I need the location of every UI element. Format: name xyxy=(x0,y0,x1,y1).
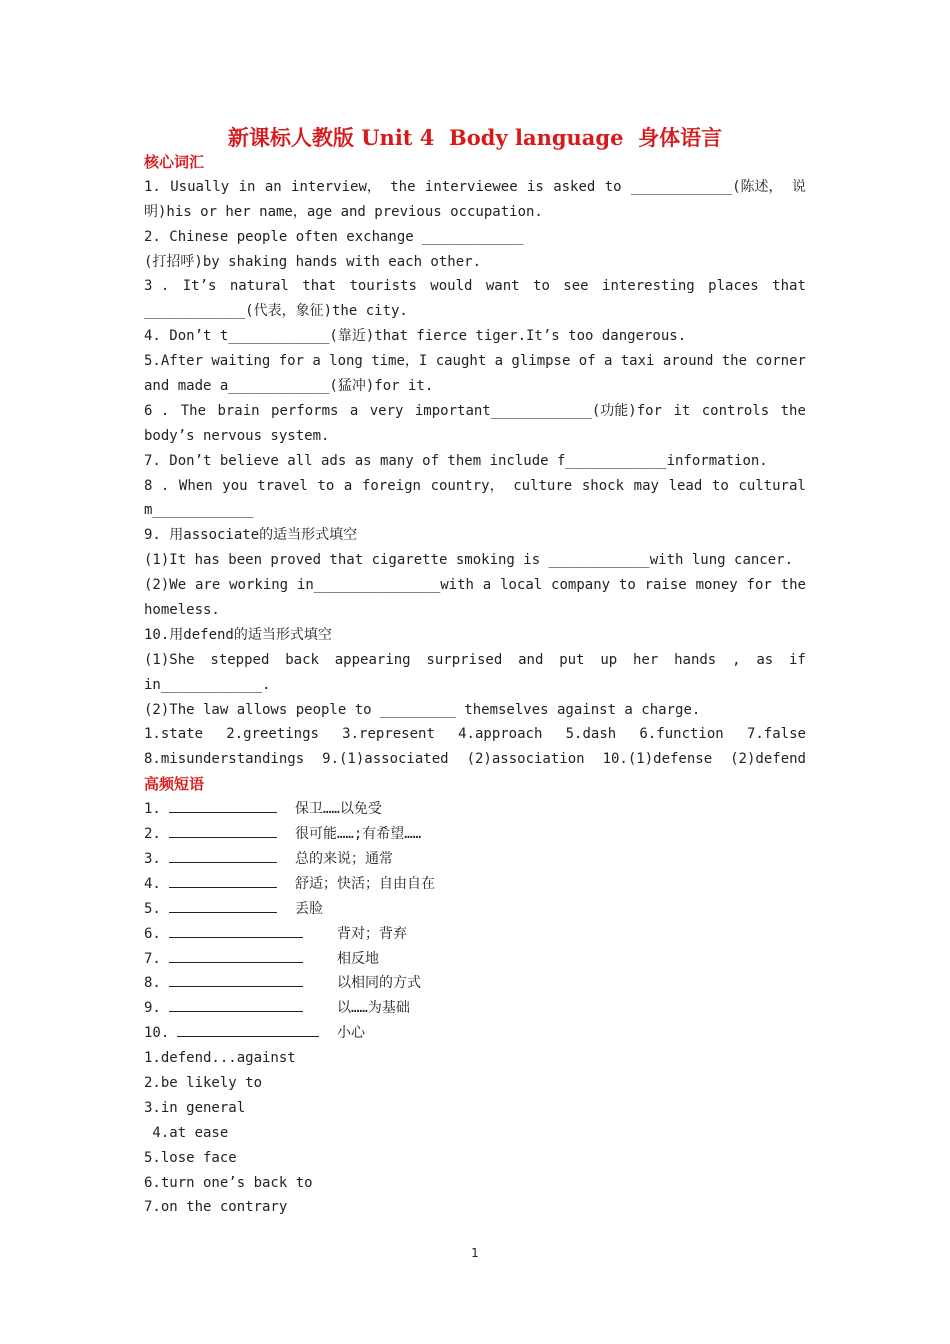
text-line: (2)The law allows people to _________ themselves against a charge. xyxy=(144,701,701,718)
word: places xyxy=(708,278,759,295)
word: the xyxy=(780,402,806,419)
phrase-number: 9. xyxy=(144,1000,161,1017)
phrase-meaning: 以……为基础 xyxy=(337,1000,410,1017)
answer-line: 1.defend...against xyxy=(144,1050,296,1067)
phrase-number: 10. xyxy=(144,1025,170,1042)
phrase-item xyxy=(144,797,806,822)
word: are xyxy=(194,577,221,594)
word: around xyxy=(662,353,714,370)
word: caught xyxy=(435,353,487,370)
word: a xyxy=(482,577,492,594)
word: a xyxy=(494,353,504,370)
section-heading-phrases: 高频短语 xyxy=(144,775,205,794)
word: taxi xyxy=(620,353,655,370)
document-body xyxy=(144,150,806,1220)
text-line xyxy=(144,474,806,499)
word: back xyxy=(285,651,319,668)
word: tourists xyxy=(349,278,417,295)
answer-line: 6.turn one’s back to xyxy=(144,1174,313,1191)
word: a xyxy=(312,353,321,370)
word: hands xyxy=(674,651,717,668)
text-line: 9. 用associate的适当形式填空 xyxy=(144,527,358,544)
word: travel xyxy=(257,477,308,494)
word: in_______________with xyxy=(296,577,474,594)
word: brain xyxy=(217,402,260,419)
word: and xyxy=(518,651,544,668)
phrase-number: 1. xyxy=(144,801,161,818)
word: 3 . xyxy=(144,278,170,295)
text-line xyxy=(144,274,806,299)
phrase-number: 8. xyxy=(144,975,161,992)
phrase-exercise xyxy=(144,797,806,1046)
word: 5.dash xyxy=(565,726,617,743)
phrase-answers xyxy=(144,1046,806,1220)
word: (2)defend xyxy=(730,751,806,768)
word: the xyxy=(780,577,806,594)
word: When xyxy=(178,477,213,494)
phrase-meaning: 小心 xyxy=(337,1025,365,1042)
word: stepped xyxy=(210,651,270,668)
word: would xyxy=(430,278,473,295)
word: for xyxy=(746,577,772,594)
word: see xyxy=(563,278,589,295)
word: 10.(1)defense xyxy=(602,751,713,768)
phrase-number: 5. xyxy=(144,900,161,917)
word: time，I xyxy=(371,353,428,370)
word: a xyxy=(603,353,613,370)
answer-blank[interactable] xyxy=(169,947,303,963)
word: raise xyxy=(644,577,687,594)
answer-line: 5.lose face xyxy=(144,1149,237,1166)
word: culture xyxy=(513,477,573,494)
word: country， xyxy=(430,477,504,494)
text-line: m____________ xyxy=(144,502,254,519)
word: an xyxy=(264,178,282,195)
word: up xyxy=(600,651,618,668)
word: want xyxy=(485,278,520,295)
word: surprised xyxy=(426,651,503,668)
word: local xyxy=(500,577,543,594)
answer-blank[interactable] xyxy=(169,996,303,1012)
word: to xyxy=(533,278,550,295)
text-line: 10.用defend的适当形式填空 xyxy=(144,626,332,643)
word: you xyxy=(222,477,248,494)
text-line: (1)It has been proved that cigarette smoking is ____________with lung cancer. xyxy=(144,552,794,569)
phrase-number: 3. xyxy=(144,850,161,867)
word: if xyxy=(788,651,806,668)
text-line: ____________(代表，象征)the city. xyxy=(144,303,408,320)
answer-blank[interactable] xyxy=(169,897,277,913)
word: may xyxy=(633,477,659,494)
word: 9.(1)associated xyxy=(322,751,449,768)
phrase-meaning: 以相同的方式 xyxy=(337,975,421,992)
word: corner xyxy=(755,353,806,370)
word: 3.represent xyxy=(342,726,435,743)
word: important____________(功能)for xyxy=(414,402,663,419)
phrase-meaning: 很可能……;有希望…… xyxy=(295,826,422,843)
phrase-meaning: 保卫……以免受 xyxy=(295,801,382,818)
answer-blank[interactable] xyxy=(169,922,303,938)
phrase-number: 4. xyxy=(144,875,161,892)
word: it xyxy=(673,402,691,419)
word: of xyxy=(578,353,596,370)
word: 说 xyxy=(791,178,806,195)
word: ____________(陈述， xyxy=(630,178,783,195)
answer-blank[interactable] xyxy=(169,971,303,987)
word: interview， xyxy=(291,178,381,195)
phrase-meaning: 总的来说；通常 xyxy=(295,850,393,867)
word: 1.state xyxy=(144,726,204,743)
word: interesting xyxy=(602,278,695,295)
word: , xyxy=(732,651,741,668)
word: waiting xyxy=(211,353,271,370)
phrase-item xyxy=(144,872,806,897)
word: performs xyxy=(271,402,339,419)
phrase-meaning: 背对；背弃 xyxy=(337,925,407,942)
word: natural xyxy=(229,278,289,295)
text-line xyxy=(144,399,806,424)
word: appearing xyxy=(334,651,411,668)
word: to xyxy=(618,577,636,594)
word: to xyxy=(604,178,622,195)
text-line: body’s nervous system. xyxy=(144,427,330,444)
answer-blank[interactable] xyxy=(177,1021,319,1037)
phrase-item xyxy=(144,822,806,847)
word: that xyxy=(772,278,806,295)
word: shock xyxy=(581,477,625,494)
vocab-exercise xyxy=(144,175,806,772)
text-line: 2. Chinese people often exchange ____________ xyxy=(144,228,524,245)
word: controls xyxy=(701,402,770,419)
word: The xyxy=(180,402,207,419)
phrase-item xyxy=(144,922,806,947)
phrase-number: 2. xyxy=(144,826,161,843)
word: 1. xyxy=(144,178,161,195)
phrase-item xyxy=(144,847,806,872)
word: money xyxy=(695,577,738,594)
text-line xyxy=(144,722,806,747)
answer-line: 3.in general xyxy=(144,1099,246,1116)
word: 6.function xyxy=(639,726,724,743)
text-line: and made a____________(猛冲)for it. xyxy=(144,378,434,395)
word: 4.approach xyxy=(458,726,543,743)
text-line xyxy=(144,573,806,598)
word: put xyxy=(559,651,585,668)
answer-line: 2.be likely to xyxy=(144,1074,263,1091)
word: 8 . xyxy=(144,477,170,494)
phrase-item xyxy=(144,947,806,972)
text-line xyxy=(144,175,806,200)
text-line: in____________. xyxy=(144,676,271,693)
word: 2.greetings xyxy=(226,726,319,743)
answer-blank[interactable] xyxy=(169,797,277,813)
section-heading-core-vocab: 核心词汇 xyxy=(144,153,205,171)
word: her xyxy=(632,651,659,668)
word: long xyxy=(329,353,363,370)
word: (1)She xyxy=(144,651,195,668)
phrase-number: 6. xyxy=(144,925,161,942)
word: the xyxy=(390,178,416,195)
text-line: (打招呼)by shaking hands with each other. xyxy=(144,253,482,270)
phrase-item xyxy=(144,971,806,996)
word: cultural xyxy=(738,477,806,494)
answer-line: 7.on the contrary xyxy=(144,1199,288,1216)
word: glimpse xyxy=(511,353,571,370)
word: 5.After xyxy=(144,353,204,370)
word: lead xyxy=(668,477,703,494)
word: foreign xyxy=(361,477,421,494)
word: 7.false xyxy=(746,726,806,743)
phrase-meaning: 舒适；快活；自由自在 xyxy=(295,875,435,892)
phrase-meaning: 丢脸 xyxy=(295,900,323,917)
word: as xyxy=(756,651,774,668)
answer-blank[interactable] xyxy=(169,847,277,863)
word: a xyxy=(349,402,359,419)
word: to xyxy=(711,477,729,494)
word: company xyxy=(551,577,611,594)
word: to xyxy=(317,477,335,494)
word: working xyxy=(229,577,289,594)
text-line xyxy=(144,648,806,673)
word: Usually xyxy=(170,178,230,195)
word: in xyxy=(238,178,256,195)
page-number: 1 xyxy=(471,1246,479,1260)
phrase-number: 7. xyxy=(144,950,161,967)
word: It’s xyxy=(182,278,217,295)
document-title: 新课标人教版 Unit 4 Body language 身体语言 xyxy=(227,125,723,150)
text-line xyxy=(144,349,806,374)
word: that xyxy=(302,278,337,295)
word: a xyxy=(343,477,353,494)
word: asked xyxy=(553,178,596,195)
word: 6 . xyxy=(144,402,170,419)
word: interviewee xyxy=(424,178,518,195)
phrase-item xyxy=(144,897,806,922)
phrase-meaning: 相反地 xyxy=(337,950,379,967)
text-line: 明)his or her name，age and previous occupation. xyxy=(144,203,543,220)
word: for xyxy=(278,353,305,370)
phrase-item xyxy=(144,1021,806,1046)
word: 8.misunderstandings xyxy=(144,751,305,768)
phrase-item xyxy=(144,996,806,1021)
text-line xyxy=(144,747,806,772)
text-line: homeless. xyxy=(144,602,220,619)
word: very xyxy=(369,402,404,419)
word: (2)We xyxy=(144,577,187,594)
text-line: 4. Don’t t____________(靠近)that fierce tiger.It’s too dangerous. xyxy=(144,328,687,345)
answer-blank[interactable] xyxy=(169,872,277,888)
answer-blank[interactable] xyxy=(169,822,277,838)
word: (2)association xyxy=(466,751,585,768)
answer-line: 4.at ease xyxy=(144,1124,229,1141)
word: is xyxy=(526,178,544,195)
text-line: 7. Don’t believe all ads as many of them include f____________information. xyxy=(144,452,768,469)
word: the xyxy=(721,353,748,370)
